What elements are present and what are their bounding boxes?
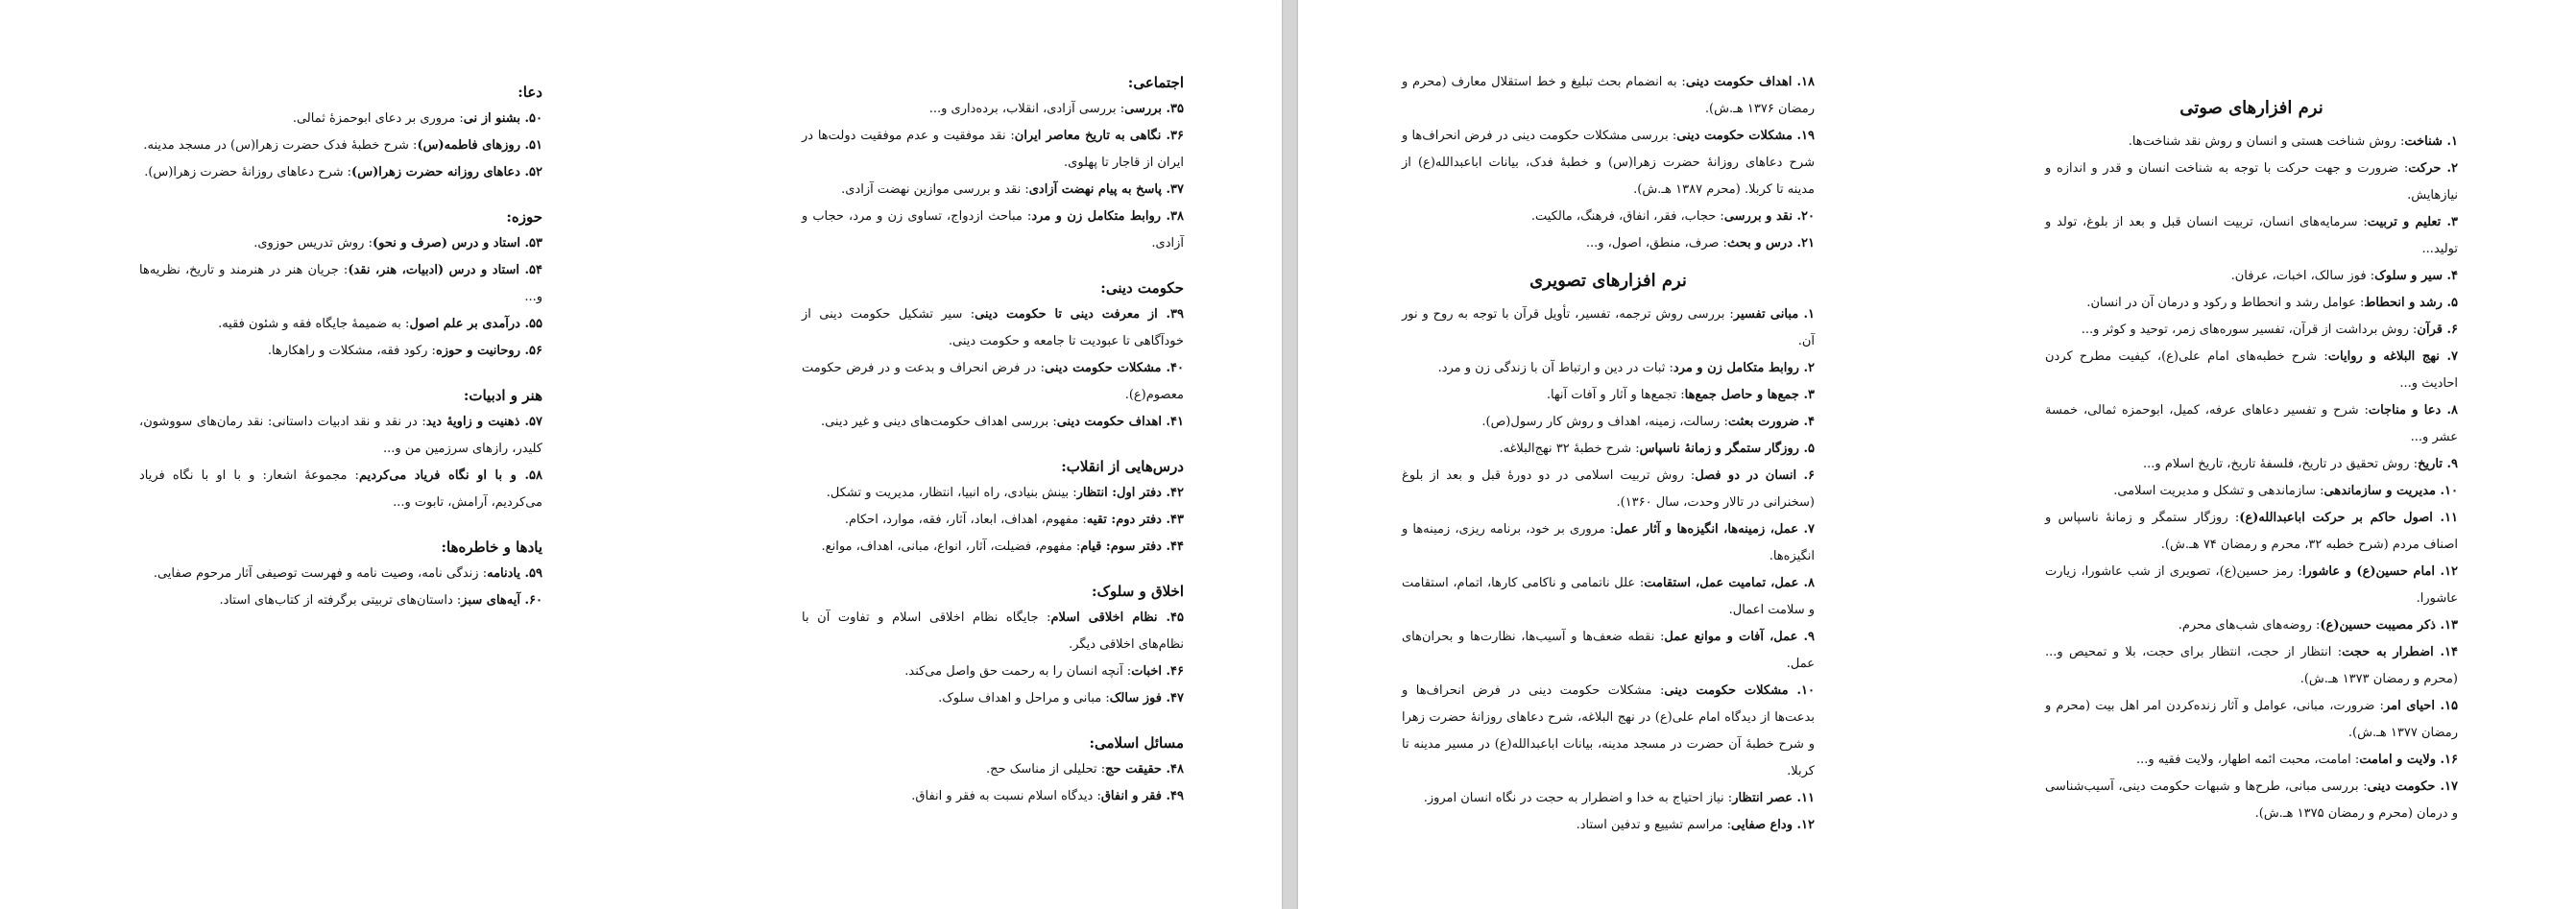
item-heading: ۵۹. یادنامه <box>487 566 542 581</box>
right-page <box>1298 0 2576 909</box>
item-description: : روش برداشت از قرآن، تفسیر سوره‌های زمر، توحید و کوثر و... <box>2081 323 2418 337</box>
section-title: درس‌هایی از انقلاب: <box>1061 458 1184 475</box>
item-heading: ۱۹. مشکلات حکومت دینی <box>1676 129 1815 143</box>
item-description: : روش تدریس حوزوی. <box>253 236 373 251</box>
section-gap <box>802 436 1184 453</box>
left-page-left-column <box>802 69 1184 810</box>
item-heading: ۵۷. ذهنیت و زاویهٔ دید <box>425 415 542 429</box>
section-title: حوزه: <box>506 208 542 226</box>
section-title: حکومت دینی: <box>1100 279 1184 297</box>
item-description: : شرح دعاهای روزانهٔ حضرت زهرا(س). <box>144 165 352 179</box>
item-description: : جایگاه نظام اخلاقی اسلام و تفاوت آن با نظام‌های اخلاقی دیگر. <box>802 610 1184 652</box>
list-item <box>1402 678 1815 785</box>
item-heading: ۱۱. اصول حاکم بر حرکت اباعبدالله(ع) <box>2239 511 2458 525</box>
item-description: : ضرورت و جهت حرکت با توجه به شناخت انسان و قدر و اندازه و نیازهایش. <box>2045 161 2458 203</box>
list-item <box>139 132 542 159</box>
item-heading: ۵۵. درآمدی بر علم اصول <box>409 317 542 331</box>
item-description: : مفهوم، فضیلت، آثار، انواع، مبانی، اهداف، موانع. <box>821 539 1081 554</box>
item-heading: ۲. روابط متکامل زن و مرد <box>1673 361 1815 375</box>
item-description: : رمز حسین(ع)، تصویری از شب عاشورا، زیارت عاشورا. <box>2045 564 2458 606</box>
section-gap <box>802 561 1184 578</box>
item-description: : امامت، محبت ائمه اطهار، ولایت فقیه و... <box>2135 753 2360 767</box>
list-item <box>1402 463 1815 516</box>
item-heading: ۲۰. نقد و بررسی <box>1723 209 1815 224</box>
item-heading: ۱۰. مشکلات حکومت دینی <box>1664 683 1815 698</box>
item-description: : مفهوم، اهداف، ابعاد، آثار، فقه، موارد، احکام. <box>844 513 1087 527</box>
list-item <box>1402 123 1815 203</box>
item-description: : سرمایه‌های انسان، تربیت انسان قبل و بعد از بلوغ، تولد و تولید... <box>2045 215 2458 256</box>
item-description: : به ضمیمهٔ جایگاه فقه و شئون فقیه. <box>218 317 410 331</box>
list-item <box>2045 263 2458 290</box>
item-heading: ۵۱. روزهای فاطمه(س) <box>417 138 542 153</box>
list-item <box>802 301 1184 355</box>
item-description: : تجمع‌ها و آثار و آفات آنها. <box>1546 388 1685 402</box>
item-description: : بررسی مبانی، طرح‌ها و شبهات حکومت دینی، آسیب‌شناسی و درمان (محرم و رمضان ۱۳۷۵ هـ.ش). <box>2045 779 2458 821</box>
list-item <box>139 159 542 186</box>
item-description: : در نقد و نقد ادبیات داستانی: نقد رمان‌های سووشون، کلیدر، رازهای سرزمین من و... <box>139 415 542 456</box>
list-item <box>139 230 542 257</box>
item-description: : ثبات در دین و ارتباط آن با زندگی زن و مرد. <box>1437 361 1673 375</box>
item-description: : علل ناتمامی و ناکامی‌ کارها، اتمام، استقامت و سلامت اعمال. <box>1402 576 1815 617</box>
item-description: : بررسی آزادی، انقلاب، برده‌داری و... <box>928 102 1125 116</box>
item-heading: ۳۹. از معرفت دینی تا حکومت دینی <box>975 307 1184 322</box>
item-description: : روزگار ستمگر و زمانهٔ ناسپاس و اصناف مردم (شرح خطبه ۳۲، محرم و رمضان ۷۴ هـ.ش). <box>2045 511 2458 552</box>
item-description: : مبانی و مراحل و اهداف سلوک. <box>938 691 1110 706</box>
list-item <box>1402 624 1815 678</box>
list-item <box>1402 785 1815 812</box>
item-description: : جریان هنر در هنرمند و تاریخ، نظریه‌ها و... <box>139 263 542 304</box>
item-description: : بررسی مشکلات حکومت دینی در فرض انحراف‌ها و شرح دعاهای روزانهٔ حضرت زهرا(س) و خطبهٔ فدک، بیانات اباعبدالله(ع) از مدینه تا کربلا. (محرم ۱۳۸۷ هـ.ش). <box>1402 129 1815 197</box>
section-gap <box>139 186 542 203</box>
item-description: : نیاز احتیاج به خدا و اضطرار به حجت در نگاه انسان امروز. <box>1423 791 1733 805</box>
list-item <box>1402 382 1815 409</box>
section-gap <box>139 516 542 534</box>
list-item <box>2045 451 2458 478</box>
item-description: : رسالت، زمینه، اهداف و روش کار رسول(ص). <box>1481 415 1728 429</box>
list-item <box>1402 203 1815 230</box>
spacer <box>1402 257 1815 267</box>
item-heading: ۴۸. حقیقت حج <box>1105 762 1184 777</box>
list-item <box>802 685 1184 712</box>
list-item <box>2045 344 2458 397</box>
section-title: اخلاق و سلوک: <box>1092 583 1184 600</box>
item-description: : روش تربیت اسلامی در دو دورهٔ قبل و بعد از بلوغ (سخنرانی در تالار وحدت، سال ۱۳۶۰). <box>1402 468 1815 510</box>
list-item <box>139 561 542 587</box>
item-heading: ۴. ضرورت بعثت <box>1727 415 1815 429</box>
item-description: : سیر تشکیل حکومت دینی از خودآگاهی تا عبودیت تا جامعه و حکومت دینی. <box>802 307 1184 348</box>
item-description: : شرح خطبهٔ ۳۲ نهج‌البلاغه. <box>1499 442 1640 456</box>
list-item <box>1402 570 1815 624</box>
list-item <box>139 587 542 614</box>
list-item <box>139 106 542 132</box>
item-description: : مروری بر دعای ابوحمزهٔ ثمالی. <box>292 111 464 126</box>
item-heading: ۴۲. دفتر اول: انتظار <box>1076 486 1184 500</box>
item-heading: ۵۰. بشنو از نی <box>463 111 542 126</box>
audio-software-title: نرم افزارهای صوتی <box>2179 98 2323 118</box>
section-title: هنر و ادبیات: <box>463 387 542 404</box>
item-heading: ۱. مبانی تفسیر <box>1733 307 1815 322</box>
item-description: : روش شناخت هستی و انسان و روش نقد شناخت‌ها. <box>2128 134 2405 149</box>
item-heading: ۳۵. بررسی <box>1124 102 1184 116</box>
item-description: : آنچه انسان را به رحمت حق واصل می‌کند. <box>904 664 1132 679</box>
item-heading: ۶. قرآن <box>2417 323 2458 337</box>
list-item <box>1402 436 1815 463</box>
list-item <box>2045 397 2458 451</box>
list-item <box>802 605 1184 658</box>
list-item <box>1402 812 1815 839</box>
left-page-right-column <box>139 79 542 614</box>
item-description: : نقطه ضعف‌ها و آسیب‌ها، نظارت‌ها و بحران‌های عمل. <box>1402 630 1815 671</box>
list-item <box>802 96 1184 123</box>
item-heading: ۷. عمل، زمینه‌ها، انگیزه‌ها و آثار عمل <box>1614 522 1815 537</box>
list-item <box>1402 230 1815 257</box>
list-item <box>802 756 1184 783</box>
item-heading: ۱۰. مدیریت و سازماندهی <box>2323 484 2458 498</box>
list-item <box>139 409 542 463</box>
list-item <box>2045 505 2458 559</box>
video-software-title: نرم افزارهای تصویری <box>1529 271 1687 291</box>
section-title: یادها و خاطره‌ها: <box>441 538 542 556</box>
list-item <box>802 123 1184 177</box>
list-item <box>802 480 1184 507</box>
item-description: : شرح خطبهٔ فدک حضرت زهرا(س) در مسجد مدینه. <box>143 138 418 153</box>
item-heading: ۶۰. آیه‌های سبز <box>461 593 542 608</box>
list-item <box>139 463 542 516</box>
list-item <box>2045 774 2458 827</box>
list-item <box>802 658 1184 685</box>
section-title: مسائل اسلامی: <box>1089 734 1184 752</box>
list-item <box>2045 317 2458 344</box>
item-heading: ۱۵. احیای امر <box>2383 699 2458 713</box>
list-item <box>802 355 1184 409</box>
item-heading: ۴۴. دفتر سوم: قیام <box>1080 539 1184 554</box>
list-item <box>802 534 1184 561</box>
section-title: اجتماعی: <box>1127 74 1184 91</box>
item-description: : انتظار از حجت، انتظار برای حجت، بلا و تمحیص و... (محرم و رمضان ۱۳۷۳ هـ.ش). <box>2045 645 2458 686</box>
item-description: : داستان‌های تربیتی برگرفته از کتاب‌های استاد. <box>219 593 462 608</box>
item-description: : در فرض انحراف و بدعت و در فرض حکومت معصوم(ع). <box>802 361 1184 402</box>
list-item <box>2045 747 2458 774</box>
item-heading: ۵۲. دعاهای روزانه حضرت زهرا(س) <box>351 165 542 179</box>
item-description: : شرح و تفسیر دعاهای عرفه، کمیل، ابوحمزه ثمالی، خمسة عشر و... <box>2045 403 2458 444</box>
list-item <box>802 203 1184 257</box>
item-heading: ۹. تاریخ <box>2418 457 2458 471</box>
item-description: : ضرورت، مبانی، عوامل و آثار زنده‌کردن امر اهل بیت (محرم و رمضان ۱۳۷۷ هـ.ش). <box>2045 699 2458 740</box>
list-item <box>1402 409 1815 436</box>
item-description: : بررسی روش ترجمه، تفسیر، تأویل قرآن با توجه به روح و نور آن. <box>1402 307 1815 348</box>
left-page <box>0 0 1282 909</box>
item-heading: ۱۲. وداع صفایی <box>1730 818 1815 832</box>
list-item <box>139 338 542 365</box>
item-heading: ۳۸. روابط متکامل زن و مرد <box>1031 209 1184 224</box>
item-heading: ۵. رشد و انحطاط <box>2364 296 2458 310</box>
section-gap <box>802 712 1184 730</box>
item-heading: ۱۸. اهداف حکومت دینی <box>1685 75 1815 89</box>
list-item <box>802 507 1184 534</box>
item-description: : بینش بنیادی، راه انبیا، انتظار، مدیریت و تشکل. <box>826 486 1077 500</box>
item-heading: ۳. تعلیم و تربیت <box>2367 215 2459 229</box>
item-heading: ۴۱. اهداف حکومت دینی <box>1056 415 1184 429</box>
right-page-right-column <box>2045 94 2458 827</box>
item-heading: ۱۲. امام حسین(ع) و عاشورا <box>2301 564 2458 579</box>
item-heading: ۸. عمل، تمامیت عمل، استقامت <box>1644 576 1815 590</box>
item-heading: ۳۷. پاسخ به پیام نهضت آزادی <box>1028 182 1184 197</box>
item-heading: ۱. شناخت <box>2404 134 2458 149</box>
item-description: : به انضمام بحث تبلیغ و خط استقلال معارف (محرم و رمضان ۱۳۷۶ هـ.ش). <box>1402 75 1815 116</box>
list-item <box>139 257 542 311</box>
list-item <box>1402 69 1815 123</box>
item-heading: ۵۸. و با او نگاه فریاد می‌کردیم <box>358 468 543 483</box>
item-heading: ۳. جمع‌ها و حاصل جمع‌ها <box>1684 388 1815 402</box>
item-heading: ۴۶. اخبات <box>1131 664 1184 679</box>
item-description: : مشکلات حکومت دینی در فرض انحراف‌ها و بدعت‌ها از دیدگاه امام علی(ع) در نهج البلاغه، شرح دعاهای روزانهٔ حضرت زهرا و شرح خطبهٔ آن حضرت در مسجد مدینه، بیانات اباعبدالله(ع) در مسیر مدینه تا کربلا. <box>1402 683 1815 778</box>
section-gap <box>139 365 542 382</box>
item-description: : روش تحقیق در تاریخ، فلسفهٔ تاریخ، تاریخ اسلام و... <box>2143 457 2419 471</box>
list-item <box>1402 301 1815 355</box>
list-item <box>2045 209 2458 263</box>
item-heading: ۴. سیر و سلوک <box>2374 269 2458 283</box>
item-description: : زندگی نامه، وصیت نامه و فهرست توصیفی آثار مرحوم صفایی. <box>153 566 488 581</box>
item-heading: ۶. انسان در دو فصل <box>1695 468 1815 483</box>
item-description: : نقد و بررسی موازین نهضت آزادی. <box>841 182 1029 197</box>
item-heading: ۱۳. ذکر مصیبت حسین(ع) <box>2320 618 2458 633</box>
item-heading: ۲. حرکت <box>2408 161 2458 176</box>
item-description: : صرف، منطق، اصول، و... <box>1585 236 1727 251</box>
item-description: : نقد موفقیت و عدم موفقیت دولت‌ها در ایران از قاجار تا پهلوی. <box>802 129 1184 170</box>
list-item <box>2045 290 2458 317</box>
section-title: دعا: <box>518 84 542 101</box>
item-heading: ۵. روزگار ستمگر و زمانهٔ ناسپاس <box>1639 442 1815 456</box>
item-heading: ۳۶. نگاهی به تاریخ معاصر ایران <box>1014 129 1184 143</box>
item-heading: ۵۶. روحانیت و حوزه <box>435 344 542 358</box>
item-description: : مراسم تشییع و تدفین استاد. <box>1576 818 1731 832</box>
item-heading: ۱۶. ولایت و امامت <box>2359 753 2458 767</box>
list-item <box>802 409 1184 436</box>
list-item <box>2045 559 2458 612</box>
item-heading: ۵۳. استاد و درس (صرف و نحو) <box>372 236 542 251</box>
item-description: : حجاب، فقر، انفاق، فرهنگ، مالکیت. <box>1530 209 1724 224</box>
item-description: : مروری بر خود، برنامه ریزی، زمینه‌ها و انگیزه‌ها. <box>1402 522 1815 563</box>
item-description: : رکود فقه، مشکلات و راهکارها. <box>267 344 436 358</box>
item-heading: ۴۷. فوز سالک <box>1109 691 1184 706</box>
list-item <box>2045 129 2458 155</box>
list-item <box>1402 516 1815 570</box>
item-description: : فوز سالک، اخبات، عرفان. <box>2230 269 2375 283</box>
item-description: : بررسی اهداف حکومت‌های دینی و غیر دینی. <box>820 415 1057 429</box>
item-description: : عوامل رشد و انحطاط و رکود و درمان آن در انسان. <box>2086 296 2365 310</box>
list-item <box>139 311 542 338</box>
item-description: : مجموعهٔ اشعار: و با او با نگاه فریاد می‌کردیم، آرامش، تابوت و... <box>139 468 542 510</box>
item-heading: ۴۳. دفتر دوم: تقیه <box>1086 513 1184 527</box>
item-description: : دیدگاه اسلام نسبت به فقر و انفاق. <box>911 789 1101 803</box>
item-heading: ۴۰. مشکلات حکومت دینی <box>1045 361 1184 375</box>
list-item <box>2045 478 2458 505</box>
item-heading: ۹. عمل، آفات و موانع عمل <box>1664 630 1816 644</box>
item-description: : سازماندهی و تشکل و مدیریت اسلامی. <box>2113 484 2324 498</box>
item-description: : مباحث ازدواج، تساوی زن و مرد، حجاب و آزادی. <box>802 209 1184 251</box>
item-heading: ۲۱. درس و بحث <box>1726 236 1815 251</box>
item-heading: ۴۹. فقر و انفاق <box>1100 789 1184 803</box>
item-description: : روضه‌های شب‌های محرم. <box>2178 618 2321 633</box>
item-description: : شرح خطبه‌های امام علی(ع)، کیفیت مطرح کردن احادیث و... <box>2045 349 2458 391</box>
section-gap <box>802 257 1184 275</box>
list-item <box>1402 355 1815 382</box>
item-heading: ۱۴. اضطرار به حجت <box>2342 645 2459 659</box>
right-page-left-column <box>1402 69 1815 839</box>
list-item <box>2045 612 2458 639</box>
list-item <box>802 177 1184 203</box>
list-item <box>802 783 1184 810</box>
item-description: : تحلیلی از مناسک حج. <box>986 762 1106 777</box>
item-heading: ۴۵. نظام اخلاقی اسلام <box>1050 610 1184 625</box>
list-item <box>2045 639 2458 693</box>
item-heading: ۸. دعا و مناجات <box>2368 403 2458 418</box>
item-heading: ۷. نهج البلاغه و روایات <box>2327 349 2458 364</box>
item-heading: ۱۷. حکومت دینی <box>2367 779 2458 794</box>
list-item <box>2045 155 2458 209</box>
item-heading: ۵۴. استاد و درس (ادبیات، هنر، نقد) <box>348 263 542 277</box>
list-item <box>2045 693 2458 747</box>
item-heading: ۱۱. عصر انتظار <box>1732 791 1815 805</box>
